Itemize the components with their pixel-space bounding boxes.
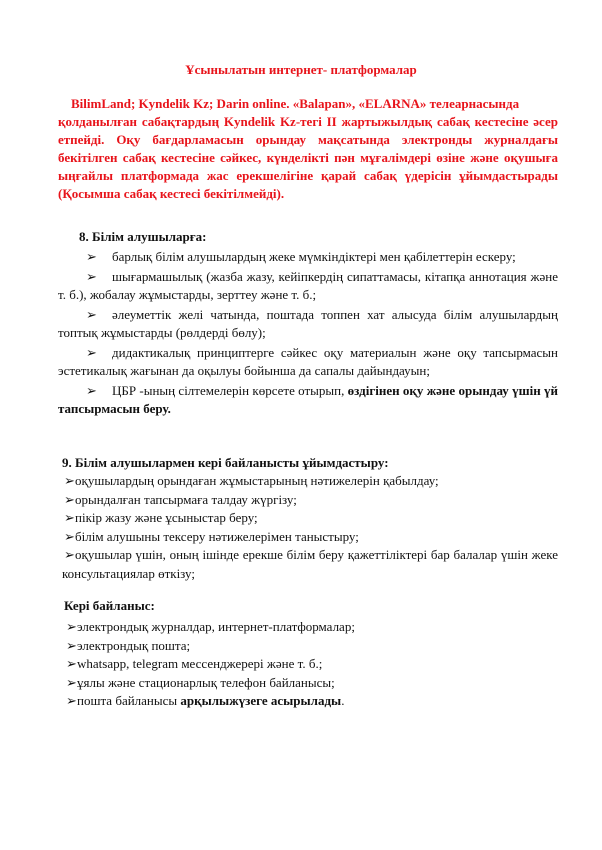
list-item — [64, 637, 558, 656]
feedback-list — [64, 618, 558, 711]
arrowhead-bullet-icon: ➢ — [86, 383, 97, 398]
arrowhead-bullet-icon: ➢ — [66, 619, 77, 634]
list-item — [62, 509, 558, 528]
section-8-heading: 8. Білім алушыларға: — [79, 229, 207, 244]
list-item-text: электрондық журналдар, интернет-платформалар; — [77, 619, 355, 634]
arrowhead-bullet-icon: ➢ — [64, 528, 75, 544]
list-item — [64, 655, 558, 674]
list-item-text: whatsapp, telegram мессенджерері және т. б.; — [77, 656, 323, 671]
list-item-text: оқушылардың орындаған жұмыстарының нәтижелерін қабылдау; — [75, 473, 439, 488]
list-item-bold-text: өздігінен оқу және орындау үшін үй тапсырмасын беру. — [58, 383, 558, 416]
arrowhead-bullet-icon: ➢ — [64, 510, 75, 525]
list-item-text: электрондық пошта; — [77, 637, 191, 653]
list-item — [62, 546, 558, 583]
intro-first-line: BilimLand; Kyndelik Kz; Darin online. «Balapan», «ELARNA» телеарнасында — [71, 96, 520, 111]
arrowhead-bullet-icon: ➢ — [64, 473, 75, 488]
list-item — [58, 306, 558, 342]
arrowhead-bullet-icon: ➢ — [86, 269, 97, 284]
arrowhead-bullet-icon: ➢ — [66, 674, 77, 690]
list-item-text: ұялы және стационарлық телефон байланысы; — [77, 674, 335, 690]
arrowhead-bullet-icon: ➢ — [86, 345, 97, 360]
arrowhead-bullet-icon: ➢ — [66, 637, 77, 653]
list-item-text: оқушылар үшін, оның ішінде ерекше білім беру қажеттіліктері бар балалар үшін жеке консультациялар өткізу; — [62, 547, 558, 581]
list-item-text: пікір жазу және ұсыныстар беру; — [75, 510, 258, 525]
list-item-text: шығармашылық (жазба жазу, кейіпкердің сипаттамасы, кітапқа аннотация және т. б.), жобалау жұмыстарды, зерттеу және т. б.; — [58, 269, 558, 302]
intro-paragraph — [58, 95, 558, 203]
section-8-list — [58, 248, 558, 420]
list-item — [62, 472, 558, 491]
arrowhead-bullet-icon: ➢ — [86, 249, 97, 264]
list-item — [58, 248, 558, 266]
list-item-text: ЦБР -ының сілтемелерін көрсете отырып, — [112, 383, 348, 398]
list-item — [64, 618, 558, 637]
list-item — [62, 491, 558, 510]
list-item-text: әлеуметтік желі чатында, поштада топпен хат алысуда білім алушылардың топтық жұмыстарды (рөлдерді бөлу); — [58, 307, 558, 340]
list-item — [58, 382, 558, 418]
arrowhead-bullet-icon: ➢ — [66, 656, 77, 671]
arrowhead-bullet-icon: ➢ — [64, 491, 75, 507]
intro-body: қолданылған сабақтардың Kyndelik Kz-тегі II жартыжылдық сабақ кестесіне әсер етпейді. Оқу бағдарламасын орындау мақсатында электронды журналдағы бекітілген сабақ кестесіне сәйкес, күнделікті пән мұғалімдері өзіне және оқушыға ыңғайлы платформада жас ерекшелігіне қарай сабақ үдерісін ұйымдастырады (Қосымша сабақ кестесі бекітілмейді). — [58, 114, 558, 201]
list-item-bold-text: арқылыжүзеге асырылады — [180, 693, 342, 708]
list-item-tail-text: . — [341, 693, 345, 708]
arrowhead-bullet-icon: ➢ — [64, 547, 75, 562]
list-item-text: пошта байланысы — [77, 693, 181, 708]
section-9-list — [62, 472, 558, 583]
section-9-heading: 9. Білім алушылармен кері байланысты ұйымдастыру: — [62, 455, 389, 470]
list-item — [58, 344, 558, 380]
list-item — [64, 674, 558, 693]
list-item-text: орындалған тапсырмаға талдау жүргізу; — [75, 491, 297, 507]
list-item-text: білім алушыны тексеру нәтижелерімен таныстыру; — [75, 528, 359, 544]
feedback-heading: Кері байланыс: — [64, 598, 155, 613]
page-title: Ұсынылатын интернет- платформалар — [185, 62, 417, 77]
list-item — [64, 692, 558, 711]
arrowhead-bullet-icon: ➢ — [86, 307, 97, 322]
list-item-text: барлық білім алушылардың жеке мүмкіндіктері мен қабілеттерін ескеру; — [112, 249, 516, 264]
arrowhead-bullet-icon: ➢ — [66, 693, 77, 708]
list-item-text: дидактикалық принциптерге сәйкес оқу материалын және оқу тапсырмасын эстетикалық жағынан да оқылуы бойынша да сапалы дайындауын; — [58, 345, 558, 378]
list-item — [62, 528, 558, 547]
list-item — [58, 268, 558, 304]
